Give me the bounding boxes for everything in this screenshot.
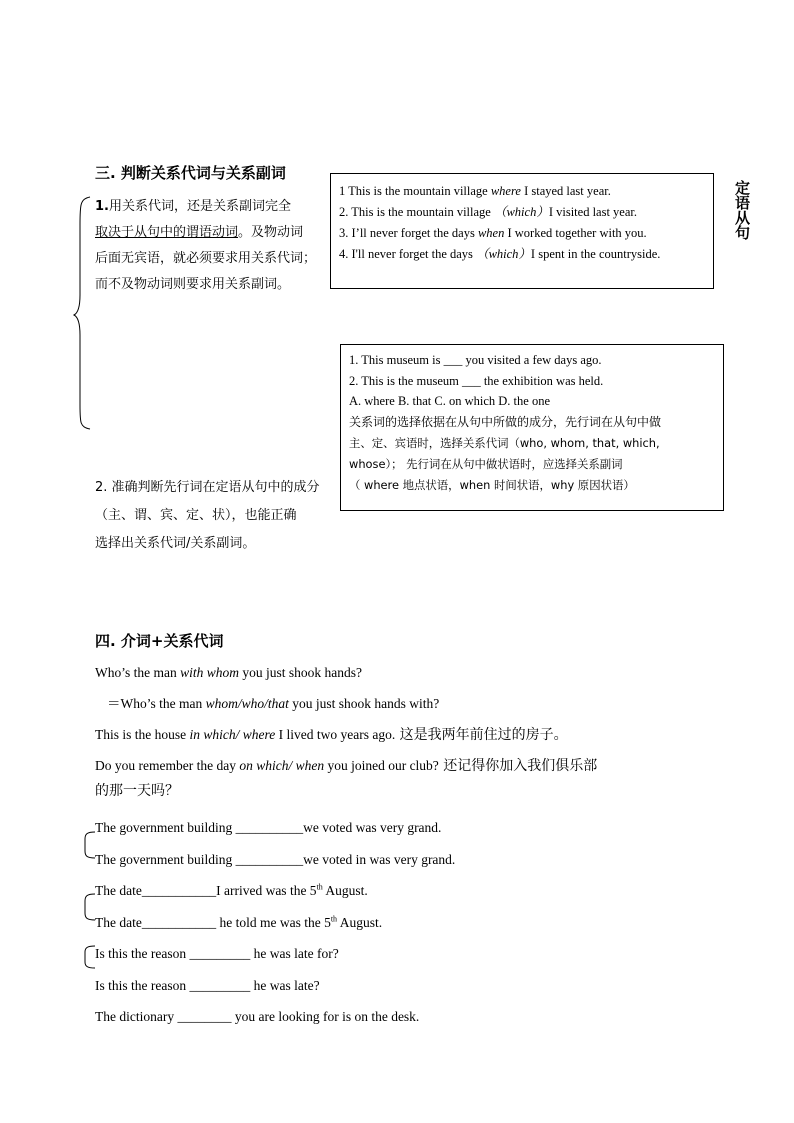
example-sentence-4-cont: 的那一天吗？ <box>95 783 179 799</box>
left-brace-icon <box>72 195 94 431</box>
example-sentence-3: This is the house in which/ where I lived two years ago. 这是我两年前住过的房子。 <box>95 727 568 743</box>
section3-paragraph-1: 1.用关系代词，还是关系副词完全 取决于从句中的谓语动词。及物动词 后面无宾语，就必须要求用关系代词； 而不及物动词则要求用关系副词。 <box>95 199 317 292</box>
example-box-1: 1 This is the mountain village where I stayed last year. 2. This is the mountain village （which）I visited last year. 3. I’ll never forget the days when I worked together with you. 4. I'll never forget the days （which）I spent in the countryside. <box>330 173 714 289</box>
section3-heading: 三. 判断关系代词与关系副词 <box>95 164 286 182</box>
bracket-icon <box>82 893 96 921</box>
exercise-4: The date___________ he told me was the 5th August. <box>95 914 383 930</box>
exercise-7: The dictionary ________ you are looking for is on the desk. <box>95 1009 420 1024</box>
exercise-list <box>95 818 455 1039</box>
exercise-6: Is this the reason _________ he was late? <box>95 977 320 993</box>
section4-heading: 四. 介词+关系代词 <box>95 632 224 650</box>
example-sentence-1: Who’s the man with whom you just shook hands? <box>95 665 362 680</box>
bracket-icon <box>82 945 96 969</box>
exercise-5: Is this the reason _________ he was late for? <box>95 946 339 961</box>
side-label-attributive-clause: 定语从句 <box>733 180 751 240</box>
exercise-3: The date___________I arrived was the 5th August. <box>95 882 368 898</box>
section3-paragraph-2: 2. 准确判断先行词在定语从句中的成分 （主、谓、宾、定、状），也能正确 选择出关系代词/关系副词。 <box>95 480 320 551</box>
section4-examples <box>95 663 597 821</box>
exercise-1: The government building __________we voted was very grand. <box>95 820 442 835</box>
example-box-2: 1. This museum is ___ you visited a few days ago. 2. This is the museum ___ the exhibition was held. A. where B. that C. on which D. the one 关系词的选择依据在从句中所做的成分，先行词在从句中做 主、定、宾语时，选择关系代词（who, whom, that, which, whose）； 先行词在从句中做状语时，应选择关系副词 （ where 地点状语，when 时间状语，why 原因状语） <box>340 344 724 511</box>
example-sentence-4: Do you remember the day on which/ when you joined our club? 还记得你加入我们俱乐部 <box>95 758 598 774</box>
bracket-icon <box>82 831 96 859</box>
exercise-2: The government building __________we voted in was very grand. <box>95 851 456 867</box>
example-sentence-2: ＝Who’s the man whom/who/that you just shook hands with? <box>107 696 440 711</box>
